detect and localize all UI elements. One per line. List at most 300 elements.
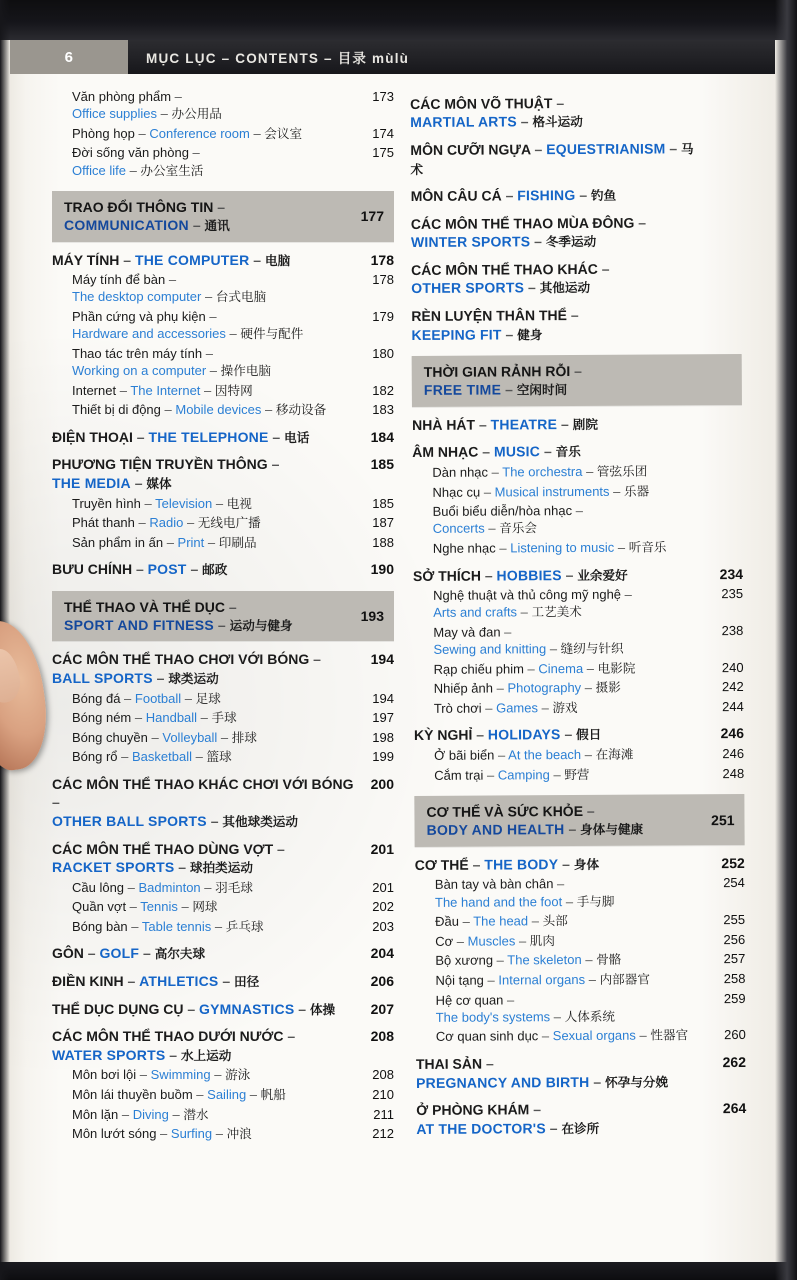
- toc-entry-chinese: 健身: [517, 326, 543, 342]
- toc-entry-separator-2: –: [530, 233, 546, 250]
- toc-entry-theatre[interactable]: [412, 414, 742, 435]
- toc-entry-vietnamese: Internet: [72, 382, 117, 398]
- toc-entry-english: WATER SPORTS: [52, 1046, 166, 1063]
- toc-entry-basketball[interactable]: [52, 748, 394, 766]
- toc-entry-page-number: 208: [372, 1067, 394, 1083]
- toc-entry-tennis[interactable]: [52, 898, 394, 916]
- toc-section-vietnamese: CƠ THỂ VÀ SỨC KHỎE: [426, 803, 584, 821]
- toc-entry-chinese: 潜水: [183, 1106, 209, 1122]
- toc-entry-separator: –: [478, 443, 494, 460]
- toc-entry-english: Conference room: [149, 125, 250, 141]
- toc-entry-television[interactable]: [52, 495, 394, 513]
- toc-entry-english: Football: [134, 690, 182, 706]
- toc-entry-martial-arts[interactable]: [410, 93, 740, 132]
- toc-entry-vietnamese: MÔN CÂU CÁ: [410, 187, 502, 205]
- toc-entry-english: FISHING: [517, 187, 576, 204]
- toc-section-separator-2: –: [214, 617, 230, 634]
- toc-entry-mobile-devices[interactable]: [52, 401, 394, 419]
- toc-entry-arts-and-crafts[interactable]: [413, 585, 743, 622]
- toc-entry-chinese: 音乐会: [499, 520, 538, 536]
- toc-entry-vietnamese: THAI SẢN: [415, 1055, 483, 1073]
- toc-entry-text: [72, 534, 360, 552]
- toc-entry-chinese: 格斗运动: [532, 114, 583, 130]
- toc-entry-english: Office supplies: [72, 106, 158, 122]
- toc-entry-the-head[interactable]: [415, 911, 745, 931]
- toc-section-separator-2: –: [564, 821, 581, 838]
- toc-entry-football[interactable]: [52, 690, 394, 708]
- toc-entry-separator: –: [481, 700, 497, 716]
- toc-entry-golf[interactable]: [52, 944, 394, 963]
- toc-entry-text: [435, 951, 711, 970]
- toc-entry-english: Listening to music: [510, 539, 615, 556]
- toc-entry-english: ATHLETICS: [139, 973, 219, 990]
- toc-entry-separator-2: –: [211, 918, 226, 934]
- toc-entry-separator-2: –: [174, 859, 190, 876]
- toc-entry-chinese: 游戏: [552, 699, 578, 716]
- toc-entry-english: Print: [177, 534, 205, 550]
- toc-entry-separator: –: [171, 89, 182, 104]
- toc-entry-chinese: 球类运动: [168, 670, 219, 686]
- toc-entry-page-number: 183: [372, 402, 394, 418]
- toc-entry-english: Handball: [145, 710, 198, 726]
- toc-entry-separator-2: –: [609, 483, 625, 499]
- toc-entry-vietnamese: Bóng rổ: [72, 749, 118, 765]
- toc-entry-separator: –: [572, 503, 584, 519]
- toc-entry-english: Badminton: [138, 879, 201, 895]
- toc-entry-text: [416, 1053, 712, 1092]
- toc-entry-vietnamese: Cơ: [435, 933, 454, 949]
- toc-entry-separator-2: –: [152, 669, 169, 686]
- toc-section-free-time[interactable]: [412, 354, 742, 407]
- toc-entry-racket-sports[interactable]: [52, 840, 394, 877]
- toc-entry-chinese: 台式电脑: [215, 289, 267, 305]
- toc-entry-english: Musical instruments: [494, 483, 610, 500]
- toc-entry-separator: –: [530, 141, 547, 158]
- toc-entry-english: RACKET SPORTS: [52, 859, 175, 876]
- toc-entry-vietnamese: NHÀ HÁT: [412, 416, 476, 433]
- toc-entry-english: Tennis: [140, 899, 178, 915]
- toc-entry-english: Camping: [497, 766, 550, 783]
- toc-entry-separator: –: [134, 125, 150, 141]
- toc-entry-chinese: 身体: [573, 856, 600, 872]
- toc-entry-separator-2: –: [212, 495, 227, 511]
- toc-entry-separator: –: [188, 145, 200, 161]
- toc-entry-english: THE COMPUTER: [135, 251, 250, 268]
- toc-entry-office-life[interactable]: [52, 144, 394, 179]
- toc-entry-fishing[interactable]: [411, 185, 741, 206]
- toc-entry-chinese: 电脑: [264, 252, 291, 268]
- toc-entry-vietnamese: CÁC MÔN THỂ THAO KHÁC: [411, 260, 598, 278]
- toc-entry-separator: –: [118, 1106, 133, 1122]
- toc-entry-chinese: 排球: [231, 729, 257, 745]
- toc-entry-separator: –: [83, 945, 100, 962]
- toc-entry-vietnamese: PHƯƠNG TIỆN TRUYỀN THÔNG: [52, 456, 268, 473]
- toc-entry-separator-2: –: [177, 899, 193, 915]
- toc-entry-chinese: 头部: [542, 913, 568, 929]
- toc-entry-separator-2: –: [294, 1000, 310, 1017]
- toc-entry-text: [435, 911, 711, 930]
- toc-entry-text: [410, 93, 706, 132]
- toc-section-communication[interactable]: [52, 191, 394, 242]
- toc-entry-chinese: 其他运动: [539, 280, 591, 296]
- toc-entry-chinese: 钓鱼: [590, 188, 617, 204]
- toc-entry-separator-2: –: [516, 604, 532, 620]
- toc-entry-separator-2: –: [582, 463, 597, 479]
- toc-entry-ball-sports[interactable]: [52, 650, 394, 687]
- toc-entry-separator: –: [117, 749, 133, 765]
- thumbnail-highlight: [0, 647, 23, 705]
- toc-entry-page-number: 203: [372, 918, 394, 934]
- toc-entry-chinese: 硬件与配件: [240, 326, 304, 342]
- toc-entry-text: [72, 271, 360, 306]
- toc-entry-camping[interactable]: [414, 765, 744, 785]
- toc-section-english: SPORT AND FITNESS: [64, 617, 215, 634]
- toc-entry-page-number: 234: [719, 565, 744, 582]
- toc-entry-vietnamese: CÁC MÔN THỂ THAO DÙNG VỢT: [52, 840, 274, 857]
- toc-entry-post[interactable]: [52, 560, 394, 579]
- header-title: MỤC LỤC – CONTENTS – 目录 mùlù: [146, 51, 410, 66]
- toc-entry-separator-2: –: [614, 539, 629, 555]
- toc-entry-vietnamese: Nội tạng: [435, 972, 484, 988]
- toc-entry-english: The Internet: [130, 382, 201, 398]
- toc-entry-english: Volleyball: [162, 729, 218, 745]
- toc-entry-chinese: 办公用品: [171, 106, 222, 122]
- toc-entry-text: [72, 879, 360, 897]
- toc-entry-separator: –: [494, 747, 509, 763]
- toc-entry-the-internet[interactable]: [52, 382, 394, 400]
- toc-entry-holidays[interactable]: [414, 724, 744, 745]
- toc-entry-vietnamese: Bộ xương: [435, 952, 494, 969]
- toc-entry-text: [434, 698, 710, 717]
- toc-entry-page-number: 188: [372, 534, 394, 550]
- toc-section-english: FREE TIME: [423, 381, 502, 399]
- toc-entry-text: [412, 441, 708, 461]
- toc-entry-page-number: 206: [370, 973, 394, 990]
- toc-entry-page-number: 174: [372, 125, 394, 141]
- toc-entry-office-supplies[interactable]: [52, 88, 394, 123]
- toc-entry-text: [72, 308, 360, 343]
- toc-entry-chinese: 邮政: [202, 562, 228, 578]
- toc-entry-vietnamese: CÁC MÔN THỂ THAO MÙA ĐÔNG: [410, 214, 635, 232]
- toc-entry-chinese: 田径: [234, 974, 260, 990]
- toc-entry-vietnamese: Ở bãi biển: [434, 747, 495, 763]
- toc-entry-chinese: 手球: [211, 710, 237, 726]
- toc-entry-hardware-and-accessories[interactable]: [52, 308, 394, 343]
- toc-entry-separator: –: [480, 484, 495, 500]
- toc-entry-badminton[interactable]: [52, 879, 394, 897]
- toc-entry-chinese: 电话: [284, 429, 310, 445]
- toc-entry-listening-to-music[interactable]: [413, 538, 743, 558]
- toc-entry-text: [411, 305, 707, 344]
- toc-entry-internal-organs[interactable]: [415, 970, 745, 990]
- toc-entry-vietnamese: Môn lặn: [72, 1106, 119, 1122]
- toc-entry-muscles[interactable]: [415, 931, 745, 951]
- toc-entry-text: [433, 538, 709, 557]
- toc-entry-separator: –: [132, 561, 148, 578]
- toc-entry-separator: –: [538, 1028, 553, 1044]
- toc-entry-text: [72, 401, 360, 419]
- toc-entry-vietnamese: Đời sống văn phòng: [72, 145, 189, 161]
- toc-entry-english: MARTIAL ARTS: [410, 113, 517, 131]
- toc-section-body-and-health[interactable]: [414, 794, 744, 847]
- toc-entry-chinese: 球拍类运动: [189, 860, 253, 876]
- toc-entry-chinese: 游泳: [225, 1067, 251, 1083]
- toc-entry-separator-2: –: [218, 973, 235, 990]
- toc-entry-separator-2: –: [201, 289, 216, 305]
- thumb-photo: [0, 616, 54, 774]
- toc-entry-chinese: 冬季运动: [545, 234, 597, 250]
- toc-entry-text: [52, 972, 360, 991]
- toc-entry-chinese: 性器官: [650, 1027, 689, 1043]
- toc-entry-english: OTHER BALL SPORTS: [52, 812, 207, 829]
- toc-entry-separator: –: [529, 1101, 542, 1118]
- toc-entry-chinese: 怀孕与分娩: [604, 1073, 669, 1090]
- toc-entry-page-number: 207: [370, 1000, 394, 1017]
- toc-entry-chinese: 移动设备: [275, 402, 327, 418]
- toc-entry-cinema[interactable]: [414, 659, 744, 679]
- toc-entry-diving[interactable]: [52, 1106, 394, 1124]
- toc-section-separator-2: –: [188, 217, 205, 234]
- toc-entry-water-sports[interactable]: [52, 1027, 394, 1064]
- toc-entry-sailing[interactable]: [52, 1086, 394, 1104]
- toc-entry-sewing-and-knitting[interactable]: [413, 622, 743, 659]
- toc-section-vietnamese: THỂ THAO VÀ THỂ DỤC: [64, 598, 225, 615]
- toc-entry-vietnamese: Rạp chiếu phim: [433, 660, 524, 677]
- toc-entry-sexual-organs[interactable]: [416, 1026, 746, 1046]
- toc-entry-chinese: 在海滩: [595, 746, 634, 762]
- toc-entry-concerts[interactable]: [413, 501, 743, 538]
- toc-entry-games[interactable]: [414, 698, 744, 718]
- toc-entry-separator: –: [52, 794, 60, 811]
- toc-entry-text: [72, 748, 360, 766]
- toc-section-page-number: 251: [711, 811, 735, 828]
- toc-entry-english: THE TELEPHONE: [148, 428, 269, 445]
- toc-entry-text: [412, 414, 708, 434]
- toc-entry-separator-2: –: [589, 1073, 606, 1090]
- toc-entry-page-number: 190: [370, 561, 394, 578]
- toc-entry-english: Internal organs: [498, 971, 586, 988]
- toc-entry-chinese: 肌肉: [529, 932, 556, 949]
- toc-entry-english: Muscles: [467, 933, 516, 949]
- toc-entry-vietnamese: MÔN CƯỠI NGỰA: [410, 141, 531, 159]
- toc-entry-separator-2: –: [246, 1086, 261, 1102]
- toc-entry-chinese: 马术: [410, 141, 694, 177]
- toc-entry-separator-2: –: [210, 1067, 226, 1083]
- toc-entry-separator: –: [119, 251, 135, 268]
- toc-entry-page-number: 194: [370, 651, 394, 668]
- toc-entry-english: Arts and crafts: [433, 604, 518, 621]
- toc-entry-vietnamese: Buổi biểu diễn/hòa nhạc: [432, 503, 573, 519]
- toc-entry-vietnamese: CÁC MÔN VÕ THUẬT: [410, 95, 553, 112]
- toc-entry-vietnamese: Máy tính để bàn: [72, 272, 166, 288]
- toc-entry-page-number: 246: [722, 746, 745, 762]
- toc-entry-working-on-a-computer[interactable]: [52, 345, 394, 380]
- toc-entry-text: [72, 898, 360, 916]
- scan-edge-right: [775, 0, 797, 1280]
- toc-entry-chinese: 冲浪: [226, 1126, 252, 1142]
- contents-column-right: [410, 84, 747, 1246]
- toc-entry-the-telephone[interactable]: [52, 428, 394, 447]
- toc-entry-separator: –: [483, 972, 499, 988]
- toc-entry-text: [413, 565, 709, 585]
- toc-entry-the-desktop-computer[interactable]: [52, 271, 394, 306]
- toc-entry-separator: –: [202, 345, 213, 361]
- toc-entry-musical-instruments[interactable]: [412, 481, 742, 501]
- toc-entry-separator: –: [156, 1126, 171, 1142]
- toc-entry-separator-2: –: [665, 140, 682, 157]
- toc-entry-separator-2: –: [206, 362, 221, 378]
- toc-entry-page-number: 187: [372, 515, 394, 531]
- toc-entry-english: Mobile devices: [175, 402, 262, 418]
- toc-section-text: [64, 598, 350, 635]
- toc-entry-text: [433, 501, 709, 537]
- toc-entry-hobbies[interactable]: [413, 564, 743, 585]
- toc-entry-separator: –: [493, 952, 508, 968]
- toc-section-english: BODY AND HEALTH: [426, 821, 565, 839]
- toc-entry-text: [72, 690, 360, 708]
- toc-entry-print[interactable]: [52, 534, 394, 552]
- toc-section-sport-and-fitness[interactable]: [52, 591, 394, 642]
- toc-entry-winter-sports[interactable]: [411, 213, 741, 252]
- toc-section-chinese: 通讯: [204, 218, 230, 234]
- toc-entry-separator: –: [553, 876, 565, 892]
- toc-entry-at-the-beach[interactable]: [414, 745, 744, 765]
- toc-entry-page-number: 238: [721, 622, 744, 638]
- toc-entry-other-ball-sports[interactable]: [52, 775, 394, 831]
- toc-entry-separator: –: [597, 260, 610, 277]
- toc-entry-at-the-doctor-s[interactable]: [416, 1099, 746, 1138]
- toc-entry-separator-2: –: [501, 325, 518, 342]
- toc-entry-page-number: 259: [723, 990, 746, 1006]
- toc-entry-english: The body's systems: [435, 1008, 551, 1025]
- toc-entry-radio[interactable]: [52, 514, 394, 532]
- toc-entry-the-orchestra[interactable]: [412, 462, 742, 482]
- toc-entry-equestrianism[interactable]: [410, 139, 740, 178]
- toc-entry-page-number: 180: [372, 345, 394, 361]
- toc-entry-the-body-s-systems[interactable]: [416, 990, 746, 1027]
- toc-entry-vietnamese: BƯU CHÍNH: [52, 561, 133, 578]
- toc-entry-vietnamese: KỲ NGHỈ: [413, 727, 473, 744]
- toc-entry-swimming[interactable]: [52, 1066, 394, 1084]
- toc-entry-chinese: 缝纫与针织: [560, 640, 624, 657]
- toc-entry-english: OTHER SPORTS: [411, 279, 525, 297]
- toc-entry-page-number: 254: [723, 875, 745, 891]
- toc-entry-page-number: 211: [373, 1106, 394, 1122]
- toc-entry-other-sports[interactable]: [411, 259, 741, 298]
- toc-entry-text: [72, 514, 360, 532]
- toc-entry-separator: –: [495, 540, 511, 556]
- toc-entry-separator: –: [492, 680, 508, 696]
- toc-entry-text: [415, 854, 711, 874]
- toc-entry-english: Sewing and knitting: [433, 641, 547, 657]
- toc-entry-photography[interactable]: [414, 678, 744, 698]
- toc-entry-text: [416, 1099, 712, 1138]
- toc-entry-separator: –: [140, 495, 156, 511]
- toc-entry-separator: –: [116, 382, 131, 398]
- toc-entry-vietnamese: THỂ DỤC DỤNG CỤ: [52, 1000, 184, 1017]
- toc-entry-chinese: 野营: [564, 766, 590, 782]
- toc-entry-handball[interactable]: [52, 709, 394, 727]
- toc-entry-text: [72, 88, 360, 123]
- toc-entry-chinese: 手与脚: [576, 893, 615, 909]
- toc-section-separator: –: [570, 363, 582, 380]
- toc-entry-the-media[interactable]: [52, 455, 394, 492]
- toc-entry-the-skeleton[interactable]: [415, 950, 745, 970]
- toc-section-separator: –: [225, 598, 237, 615]
- toc-entry-separator: –: [123, 973, 140, 990]
- toc-entry-vietnamese: ĐIỀN KINH: [52, 973, 124, 990]
- toc-entry-text: [72, 1106, 360, 1124]
- toc-entry-text: [72, 495, 360, 513]
- toc-entry-separator-2: –: [125, 162, 141, 178]
- toc-entry-page-number: 252: [721, 854, 745, 871]
- toc-entry-vietnamese: Dàn nhạc: [432, 464, 489, 480]
- toc-entry-text: [72, 729, 360, 747]
- toc-entry-vietnamese: Truyền hình: [72, 495, 141, 511]
- toc-section-text: [426, 802, 700, 840]
- toc-entry-separator-2: –: [157, 106, 172, 122]
- toc-entry-surfing[interactable]: [52, 1125, 394, 1143]
- toc-entry-text: [72, 918, 360, 936]
- toc-entry-separator: –: [309, 651, 321, 668]
- toc-entry-the-body[interactable]: [415, 854, 745, 875]
- toc-entry-separator: –: [475, 416, 491, 433]
- toc-entry-chinese: 管弦乐团: [596, 463, 648, 479]
- toc-entry-text: [52, 251, 360, 270]
- toc-entry-english: The hand and the foot: [434, 893, 563, 910]
- toc-entry-chinese: 乐器: [623, 483, 650, 499]
- toc-entry-separator-2: –: [516, 113, 533, 130]
- toc-entry-separator: –: [552, 95, 565, 112]
- toc-section-text: [424, 361, 698, 399]
- toc-entry-chinese: 办公室生活: [140, 162, 204, 178]
- toc-entry-conference-room[interactable]: [52, 125, 394, 143]
- toc-entry-separator: –: [132, 428, 149, 445]
- toc-entry-english: The head: [473, 913, 529, 929]
- toc-entry-chinese: 工艺美术: [531, 604, 582, 620]
- toc-entry-the-computer[interactable]: [52, 251, 394, 270]
- toc-entry-music[interactable]: [412, 441, 742, 462]
- contents-column-left: [52, 86, 394, 1246]
- toc-entry-separator: –: [283, 1028, 296, 1045]
- toc-entry-the-hand-and-the-foot[interactable]: [415, 874, 745, 911]
- toc-entry-separator-2: –: [181, 690, 196, 706]
- toc-entry-vietnamese: CÁC MÔN THỂ THAO KHÁC CHƠI VỚI BÓNG: [52, 776, 354, 792]
- scan-edge-bottom: [0, 1262, 797, 1280]
- toc-entry-separator: –: [480, 566, 497, 584]
- toc-entry-page-number: 258: [723, 971, 746, 987]
- toc-entry-separator: –: [126, 899, 141, 915]
- toc-entry-vietnamese: Bàn tay và bàn chân: [434, 876, 554, 893]
- toc-entry-table-tennis[interactable]: [52, 918, 394, 936]
- toc-entry-pregnancy-and-birth[interactable]: [416, 1053, 746, 1092]
- toc-entry-vietnamese: May và đan: [433, 624, 501, 640]
- toc-entry-text: [436, 1027, 712, 1046]
- toc-entry-page-number: 212: [372, 1126, 394, 1142]
- toc-entry-page-number: 178: [370, 251, 394, 268]
- toc-entry-gymnastics[interactable]: [52, 1000, 394, 1019]
- toc-entry-athletics[interactable]: [52, 972, 394, 991]
- toc-entry-vietnamese: Quần vợt: [72, 899, 127, 915]
- toc-entry-separator-2: –: [581, 746, 596, 763]
- toc-entry-chinese: 内部器官: [599, 971, 650, 987]
- toc-entry-page-number: 185: [370, 456, 394, 473]
- toc-entry-separator: –: [482, 1055, 494, 1072]
- toc-entry-chinese: 剧院: [572, 416, 598, 432]
- toc-entry-volleyball[interactable]: [52, 729, 394, 747]
- toc-entry-keeping-fit[interactable]: [411, 305, 741, 344]
- page-number-box: [10, 40, 128, 74]
